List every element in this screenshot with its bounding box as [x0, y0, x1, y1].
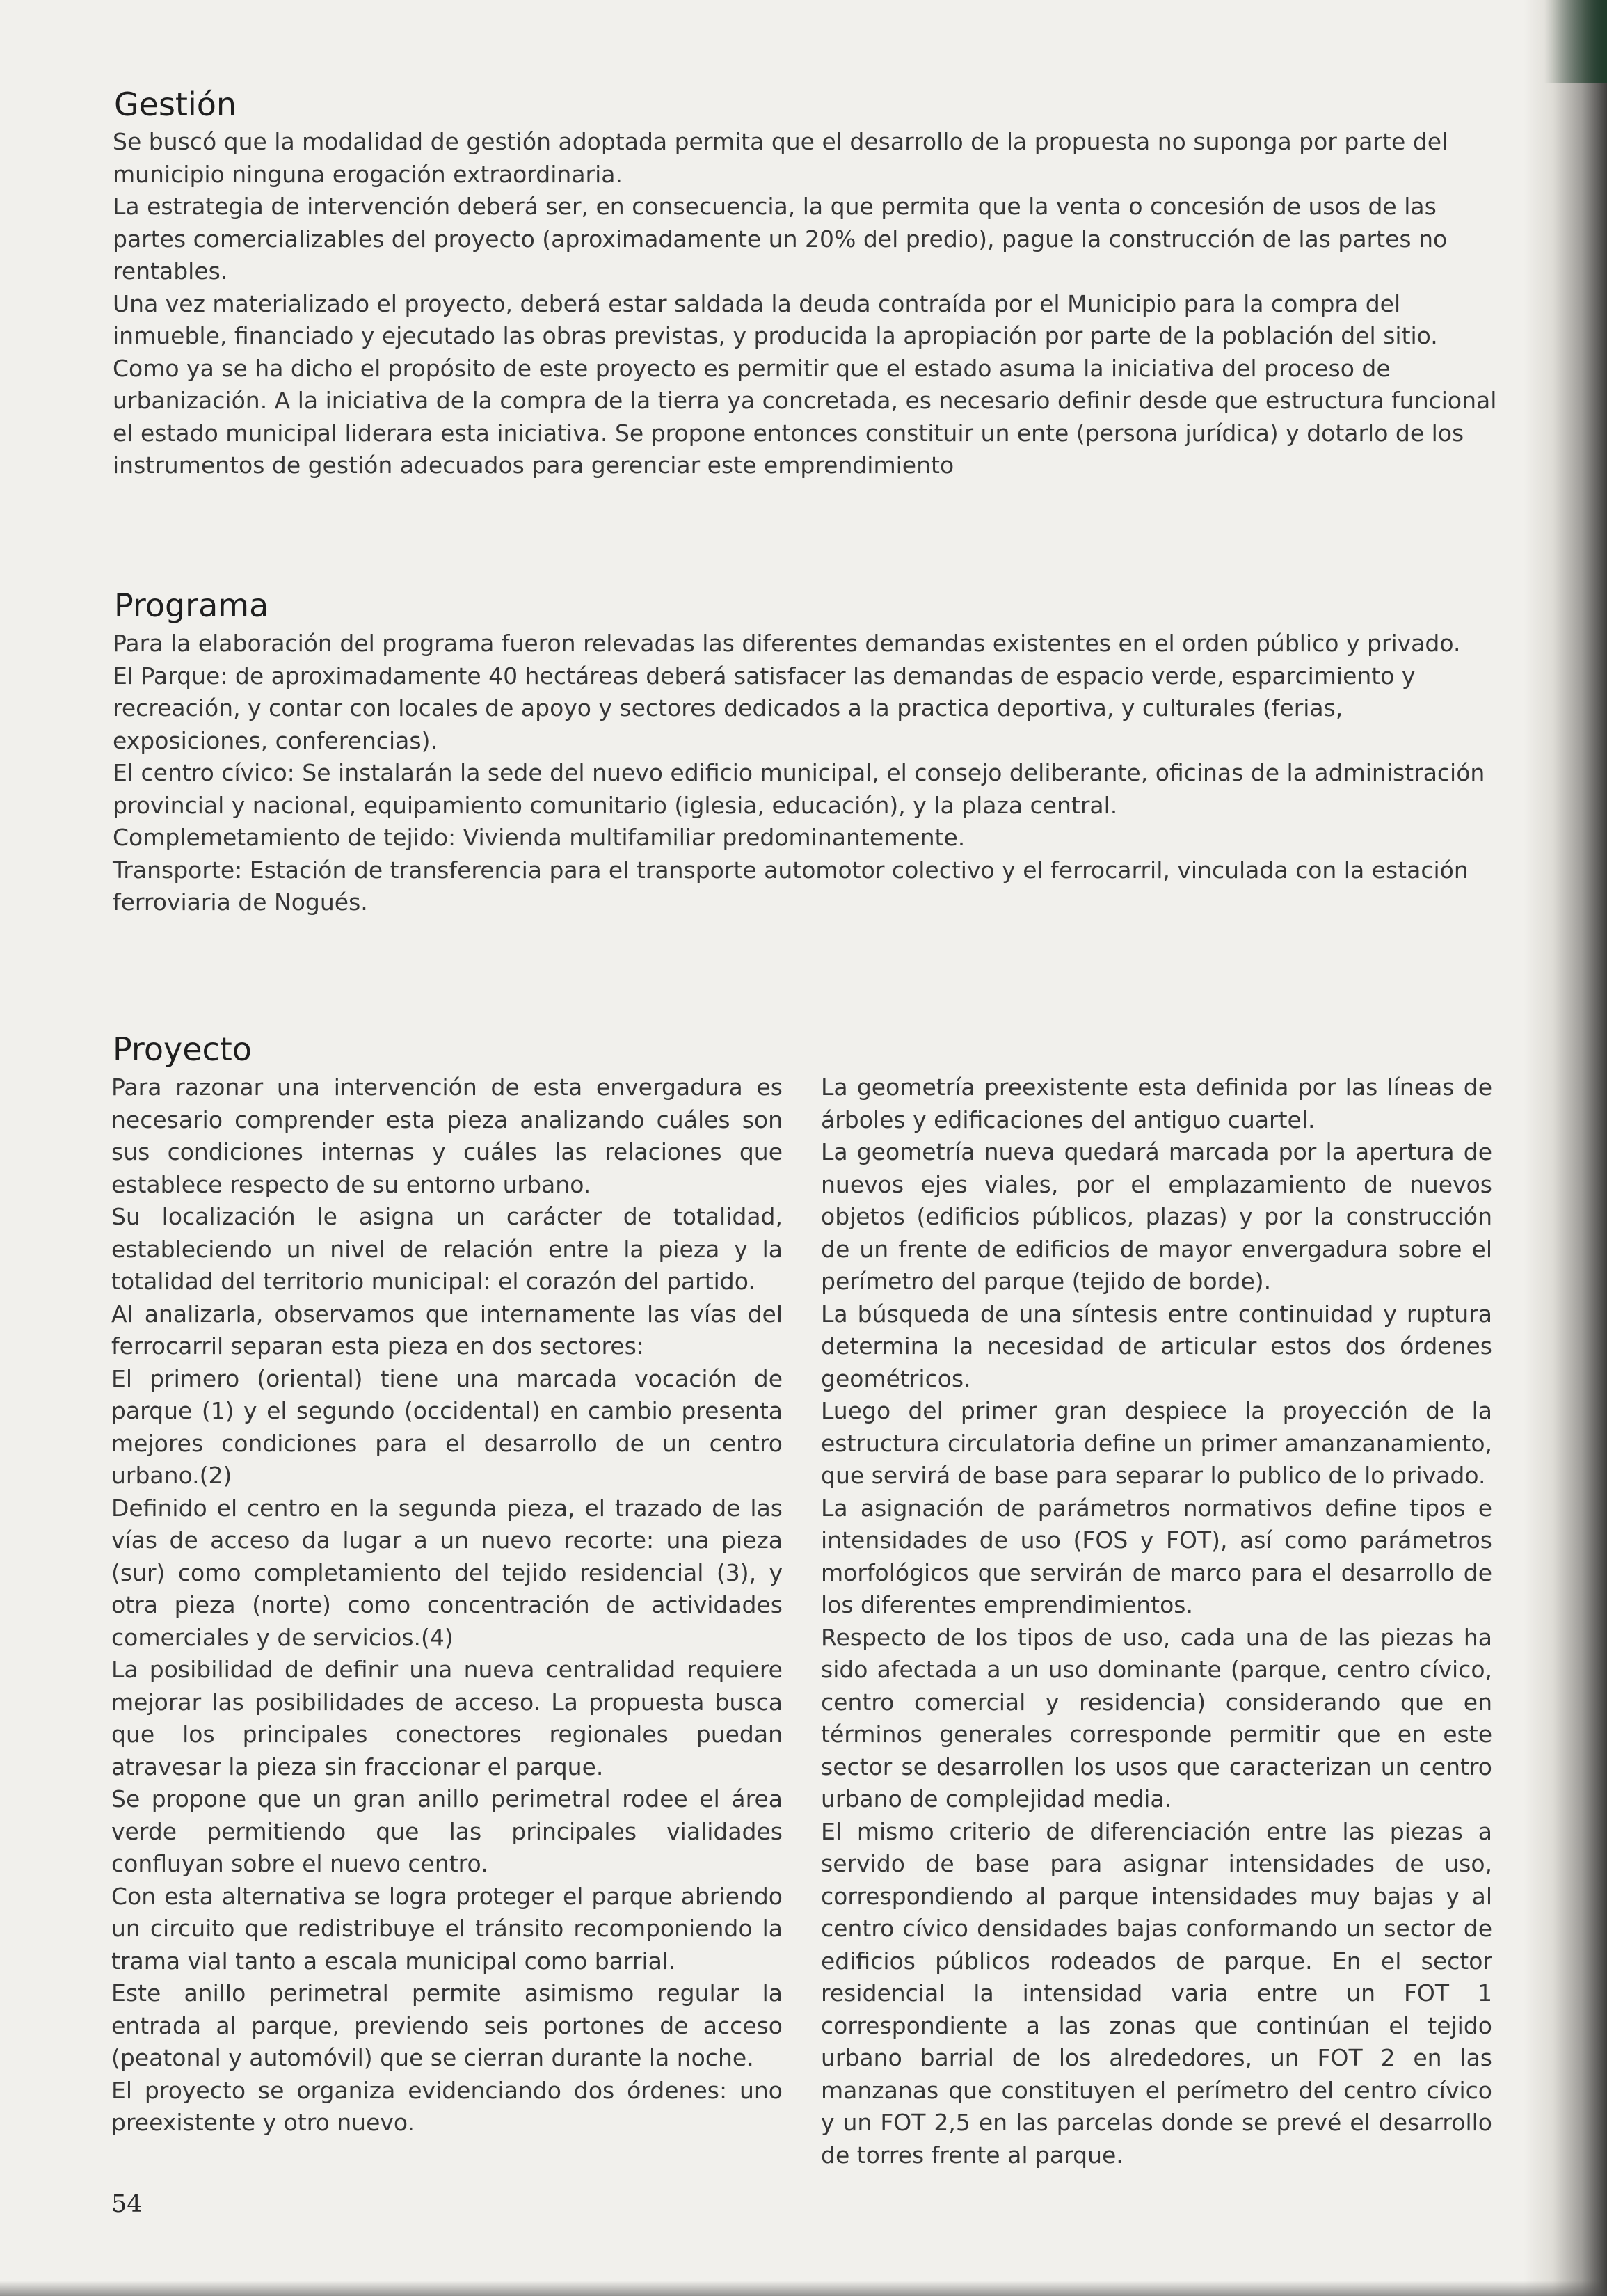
book-edge-mark [1544, 0, 1607, 83]
paragraph: Con esta alternativa se logra proteger el parque abriendo un circuito que redistribuye el tránsito recomponiendo la trama vial tanto a escala municipal como barrial. [111, 1882, 783, 1975]
page-bottom-shadow [0, 2281, 1607, 2296]
section-body-programa [113, 628, 1497, 919]
paragraph: Este anillo perimetral permite asimismo regular la entrada al parque, previendo seis portones de acceso (peatonal y automóvil) que se cierran durante la noche. [111, 1979, 783, 2071]
paragraph: Una vez materializado el proyecto, deberá estar saldada la deuda contraída por el Municipio para la compra del inmueble, financiado y ejecutado las obras previstas, y producida la apropiación por parte de la población del sitio. [113, 289, 1438, 349]
paragraph: Definido el centro en la segunda pieza, el trazado de las vías de acceso da lugar a un nuevo recorte: una pieza (sur) como completamiento del tejido residencial (3), y otra pieza (norte) como concentración de actividades comerciales y de servicios.(4) [111, 1494, 783, 1651]
book-spine-shadow [1524, 0, 1607, 2296]
paragraph: Complemetamiento de tejido: Vivienda multifamiliar predominantemente. [113, 824, 966, 851]
paragraph: Su localización le asigna un carácter de totalidad, estableciendo un nivel de relación entre la pieza y la totalidad del territorio municipal: el corazón del partido. [111, 1203, 783, 1295]
paragraph: Para la elaboración del programa fueron relevadas las diferentes demandas existentes en el orden público y privado. [113, 630, 1461, 657]
paragraph: La asignación de parámetros normativos define tipos e intensidades de uso (FOS y FOT), así como parámetros morfológicos que servirán de marco para el desarrollo de los diferentes emprendimientos. [821, 1494, 1492, 1618]
paragraph: Se buscó que la modalidad de gestión adoptada permita que el desarrollo de la propuesta no suponga por parte del municipio ninguna erogación extraordinaria. [113, 128, 1448, 188]
paragraph: El proyecto se organiza evidenciando dos órdenes: uno preexistente y otro nuevo. [111, 2076, 783, 2136]
section-heading-proyecto: Proyecto [113, 1030, 252, 1068]
paragraph: Para razonar una intervención de esta envergadura es necesario comprender esta pieza analizando cuáles son sus condiciones internas y cuáles las relaciones que establece respecto de su entorno urbano. [111, 1074, 783, 1198]
paragraph: El primero (oriental) tiene una marcada vocación de parque (1) y el segundo (occidental) en cambio presenta mejores condiciones para el desarrollo de un centro urbano.(2) [111, 1364, 783, 1489]
paragraph: Como ya se ha dicho el propósito de este proyecto es permitir que el estado asuma la iniciativa del proceso de urbanización. A la iniciativa de la compra de la tierra ya concretada, es necesario definir desde que estructura funcional el estado municipal liderara esta iniciativa. Se propone entonces constituir un ente (persona jurídica) y dotarlo de los instrumentos de gestión adecuados para gerenciar este emprendimiento [113, 354, 1497, 479]
paragraph: Se propone que un gran anillo perimetral rodee el área verde permitiendo que las principales vialidades confluyan sobre el nuevo centro. [111, 1785, 783, 1877]
section-heading-gestion: Gestión [114, 86, 237, 123]
paragraph: Al analizarla, observamos que internamente las vías del ferrocarril separan esta pieza en dos sectores: [111, 1300, 783, 1360]
paragraph: Luego del primer gran despiece la proyección de la estructura circulatoria define un primer amanzanamiento, que servirá de base para separar lo publico de lo privado. [821, 1397, 1492, 1489]
paragraph: El centro cívico: Se instalarán la sede del nuevo edificio municipal, el consejo deliberante, oficinas de la administración provincial y nacional, equipamiento comunitario (iglesia, educación), y la plaza central. [113, 759, 1485, 819]
proyecto-left-column [111, 1071, 783, 2139]
paragraph: La estrategia de intervención deberá ser, en consecuencia, la que permita que la venta o concesión de usos de las partes comercializables del proyecto (aproximadamente un 20% del predio), pague la construcción de las partes no rentables. [113, 193, 1448, 285]
paragraph: La búsqueda de una síntesis entre continuidad y ruptura determina la necesidad de articular estos dos órdenes geométricos. [821, 1300, 1492, 1392]
paragraph: El Parque: de aproximadamente 40 hectáreas deberá satisfacer las demandas de espacio verde, esparcimiento y recreación, y contar con locales de apoyo y sectores dedicados a la practica deportiva, y culturales (ferias, exposiciones, conferencias). [113, 662, 1416, 754]
section-heading-programa: Programa [114, 587, 269, 624]
paragraph: Transporte: Estación de transferencia para el transporte automotor colectivo y el ferrocarril, vinculada con la estación ferroviaria de Nogués. [113, 856, 1469, 916]
page-number: 54 [111, 2190, 143, 2218]
section-body-gestion [113, 126, 1497, 482]
proyecto-right-column [821, 1071, 1492, 2171]
paragraph: La posibilidad de definir una nueva centralidad requiere mejorar las posibilidades de acceso. La propuesta busca que los principales conectores regionales puedan atravesar la pieza sin fraccionar el parque. [111, 1656, 783, 1780]
paragraph: El mismo criterio de diferenciación entre las piezas a servido de base para asignar intensidades de uso, correspondiendo al parque intensidades muy bajas y al centro cívico densidades bajas conformando un sector de edificios públicos rodeados de parque. En el sector residencial la intensidad varia entre un FOT 1 correspondiente a las zonas que continúan el tejido urbano barrial de los alrededores, un FOT 2 en las manzanas que constituyen el perímetro del centro cívico y un FOT 2,5 en las parcelas donde se prevé el desarrollo de torres frente al parque. [821, 1817, 1492, 2169]
paragraph: La geometría preexistente esta definida por las líneas de árboles y edificaciones del antiguo cuartel. [821, 1074, 1492, 1133]
paragraph: La geometría nueva quedará marcada por la apertura de nuevos ejes viales, por el emplazamiento de nuevos objetos (edificios públicos, plazas) y por la construcción de un frente de edificios de mayor envergadura sobre el perímetro del parque (tejido de borde). [821, 1138, 1492, 1295]
paragraph: Respecto de los tipos de uso, cada una de las piezas ha sido afectada a un uso dominante (parque, centro cívico, centro comercial y residencia) considerando que en términos generales corresponde permitir que en este sector se desarrollen los usos que caracterizan un centro urbano de complejidad media. [821, 1623, 1492, 1812]
